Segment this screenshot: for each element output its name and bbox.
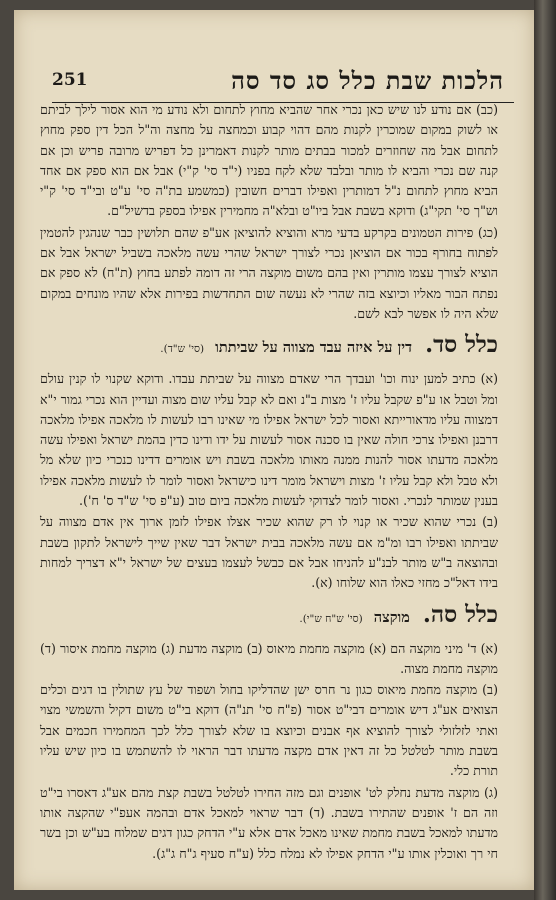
main-text <box>40 100 498 865</box>
book-spine <box>534 0 556 900</box>
paragraph-gimel: (ג) מוקצה מדעת נחלק לט' אופנים וגם מזה החירו לטלטל בשבת קצת מהם אע"ג דאסרו בי"ט וזה הם ז' אופנים שהתירו בשבת. (ד) דבר שראוי למאכל אדם ובהמה אעפ"י שהקצה אותו מדעתו למאכל בשבת מחמת שאינו מאכל אדם אלא ע"י הדחק כגון דגים שמלוח בע"ש וכן בשר חי רך ואוכלין אותו ע"י הדחק אפילו לא נמלח כלל (ע"ח סעיף ג"ח ג"ג). <box>40 784 498 861</box>
section-source-note: (סי' ש"ח ש"י). <box>299 612 363 625</box>
page-header <box>52 68 514 103</box>
paragraph-alef: (א) כתיב למען ינוח וכו' ועבדך הרי שאדם מצווה על שביתת עבדו. ודוקא שקנוי לו קנין עולם ומל וטבל או ע"פ שקבל עליו ז' מצות ב"נ ואם לא קבל עליו שום מצוה ועדיין הוא נכרי גמור י"א דמצווה עליו מדאורייתא ואסור לכל ישראל אפילו מי שאינו רבו לעשות לו מלאכה אפילו מלאכה דרבנן ואפילו צרכי חולה שאין בו סכנה אסור לעשות על ידו ודינו כדין בהמת ישראל ואפילו עשה מלאכה מדעתו אסור להנות ממנה מאותו מלאכה בשבת ויש אומרים דדינו כנכרי כיון שלא מל ולא טבל ולא קבל עליו ז' מצות וישראל מומר דינו כישראל ואסור לומר לו לעשות מלאכה אפילו בענין שמותר לנכרי. ואסור לומר לצדוקי לעשות מלאכה ביום טוב (ע"פ סי' ש"ד ס' ח'). <box>40 371 498 509</box>
section-subtitle: דין על איזה עבד מצווה על שביתתו <box>215 339 412 357</box>
running-title: הלכות שבת כלל סג סד סה <box>231 66 504 95</box>
section-title: כלל סד. <box>425 331 498 359</box>
paragraph-bet: (ב) מוקצה מחמת מיאוס כגון נר חרס ישן שהדליקו בחול ושפוד של עץ שתולין בו דגים וכלים הצואים אע"ג דיש אומרים דבי"ט אסור (פ"ח סי' תנ"ה) דוקא בי"ט משום דקיל והשמשי מצוי ואתי לזלזולי לצורך להוציא אף אבנים וכיוצא בו שלא לצורך כלל לכך המחמירו חכמים אבל בשבת מותר לטלטל כל זה דאין אדם מקצה מדעתו דבר הראוי לו להשתמש בו כיון שיש עליו תורת כלי. <box>40 682 498 779</box>
section-title: כלל סה. <box>422 600 498 628</box>
page-number: 251 <box>52 70 88 90</box>
paragraph-kaf-bet: (כב) אם נודע לנו שיש כאן נכרי אחר שהביא מחוץ לתחום ולא נודע מי הוא אסור לילך לביתם או לשוק במקום שמוכרין לקנות מהם דהוי קבוע וכמחצה על מחצה וה"ל הכל דין ספק מחוץ לתחום אבל מה שחוזרים למכור בבתים מותר לקנות דאמרינן כל דפריש מרובה פריש וכן אם קנה שם נכרי והביא לו מותר ובלבד שלא לקח בפניו (י"ד סי' ק"י) אבל אם הוא ספק אם אחד הביא מחוץ לתחום נ"ל דמותרין ואפילו דברים חשובין (כמשמע בת"ה סי' ע"ט ובי"ד סי' ק"י וש"ך סי' תקי"ג) ודוקא בשבת אבל ביו"ט ובלא"ה מחמירין אפילו בספק בדשיל"ם. <box>40 102 498 219</box>
section-subtitle: מוקצה <box>373 608 410 626</box>
paragraph-bet: (ב) נכרי שהוא שכיר או קנוי לו רק שהוא שכיר אצלו אפילו לזמן ארוך אין אדם מצווה על שביתתו ואפילו רבו ומ"מ אם עשה מלאכה בבית ישראל דבר שאין שייך לישראל לתקון בשבת ובהוצאה ב"ש מותר לבנ"ע להניחו אבל אם כבשל לעצמו בעצים של ישראל י"א דצריך למחות בידו דאל"כ מחזי כאלו הוא שלוחו (א). <box>40 514 498 591</box>
paragraph-alef: (א) ד' מיני מוקצה הם (א) מוקצה מחמת מיאוס (ב) מוקצה מדעת (ג) מוקצה מחמת איסור (ד) מוקצה מחמת מצוה. <box>40 640 498 676</box>
section-source-note: (סי' ש"ד). <box>160 343 205 356</box>
section-heading-samekh-dalet <box>40 330 498 364</box>
paragraph-kaf-gimel: (כג) פירות הטמונים בקרקע בדעי מרא והוציא להוציאן אע"פ שהם תלושין כבר שנהגין להטמין לפתוח בחורף בכור אם הוציאן נכרי לצורך ישראל שהרי עשה מלאכה בשביל ישראל אבל אם הוציא לצורך עצמו מותרין ואין בהם משום מוקצה הרי זה דומה לפתע בחוץ (ת"ח) לא ספק אם נפתח הבור מאליו וכיוצא בזה שהרי לא נעשה שום התחדשות בפירות אלא שהיו מונחים במקום שלא היה לו אפשר לבא לשם. <box>40 224 498 321</box>
section-heading-samekh-heh <box>40 600 498 634</box>
